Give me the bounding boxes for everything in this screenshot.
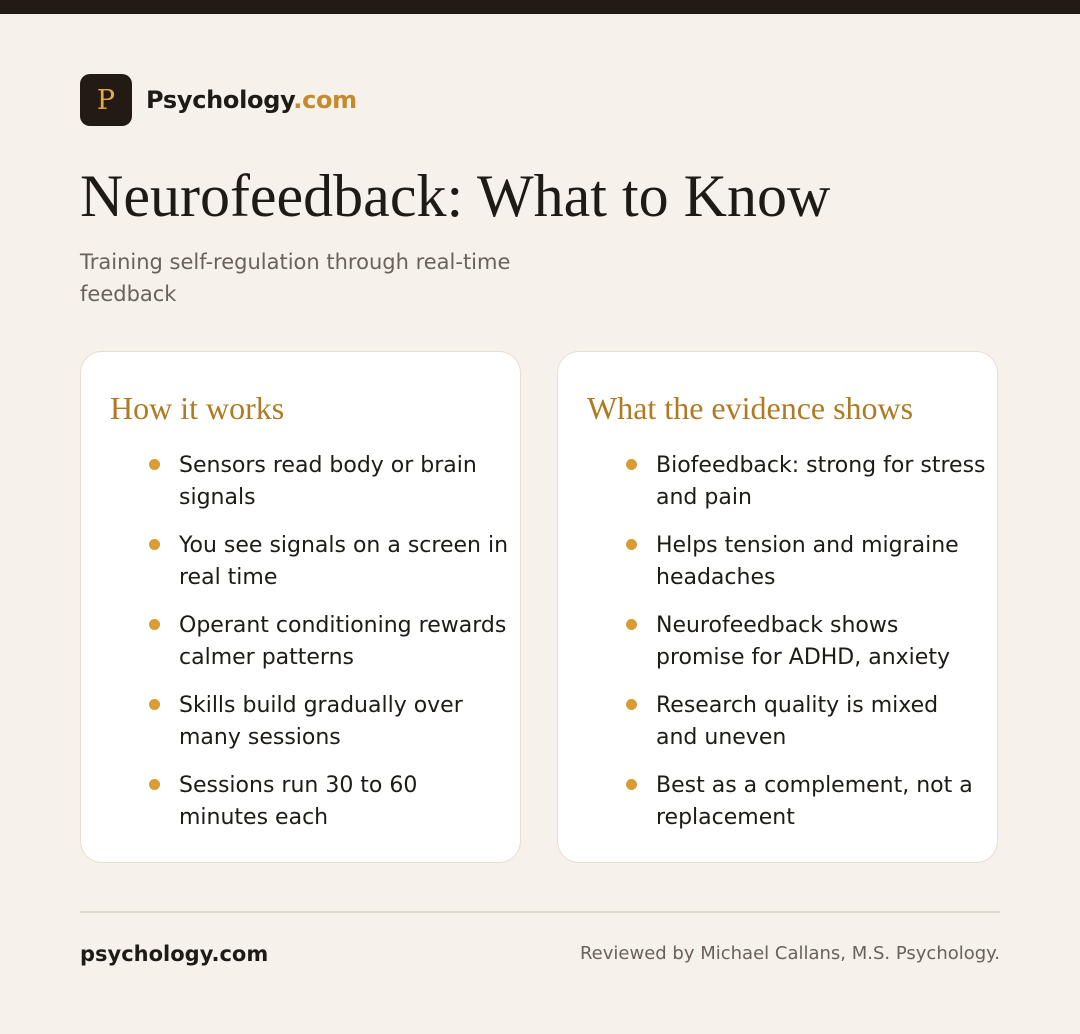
list-item-text: Operant conditioning rewards calmer patterns (179, 613, 507, 670)
card-list (558, 450, 986, 850)
list-item (558, 610, 986, 674)
list-item (558, 450, 986, 514)
logo-letter: P (96, 84, 116, 116)
list-item (81, 690, 509, 754)
footer-brand[interactable]: psychology.com (80, 942, 269, 966)
list-item-text: Sessions run 30 to 60 minutes each (179, 773, 418, 830)
bullet-icon (626, 619, 637, 630)
card-list (81, 450, 509, 850)
card-evidence (557, 351, 998, 863)
top-bar (0, 0, 1080, 14)
bullet-icon (626, 779, 637, 790)
bullet-icon (626, 699, 637, 710)
footer-credit: Reviewed by Michael Callans, M.S. Psychology. (579, 943, 1000, 964)
card-heading: How it works (110, 390, 285, 426)
card-heading: What the evidence shows (587, 390, 914, 426)
list-item-text: Biofeedback: strong for stress and pain (656, 453, 986, 510)
list-item-text: Research quality is mixed and uneven (656, 693, 939, 750)
logo-icon (80, 74, 132, 126)
list-item (558, 530, 986, 594)
brand-header[interactable] (80, 74, 357, 126)
list-item (81, 770, 509, 834)
list-item-text: You see signals on a screen in real time (179, 533, 509, 590)
list-item-text: Neurofeedback shows promise for ADHD, anxiety (656, 613, 950, 670)
list-item-text: Best as a complement, not a replacement (656, 773, 973, 830)
bullet-icon (149, 619, 160, 630)
bullet-icon (626, 539, 637, 550)
footer-divider (80, 911, 1000, 913)
bullet-icon (149, 779, 160, 790)
list-item (81, 530, 509, 594)
list-item (558, 770, 986, 834)
card-how-it-works (80, 351, 521, 863)
list-item-text: Skills build gradually over many sessions (179, 693, 463, 750)
list-item (558, 690, 986, 754)
bullet-icon (626, 459, 637, 470)
list-item-text: Sensors read body or brain signals (179, 453, 477, 510)
brand-tld: .com (293, 86, 357, 114)
bullet-icon (149, 459, 160, 470)
page-subtitle: Training self-regulation through real-time feedback (80, 250, 511, 306)
list-item (81, 610, 509, 674)
page-title: Neurofeedback: What to Know (80, 163, 831, 229)
brand-name-text: Psychology (146, 86, 294, 114)
list-item (81, 450, 509, 514)
bullet-icon (149, 539, 160, 550)
list-item-text: Helps tension and migraine headaches (656, 533, 959, 590)
bullet-icon (149, 699, 160, 710)
brand-name (146, 86, 357, 114)
